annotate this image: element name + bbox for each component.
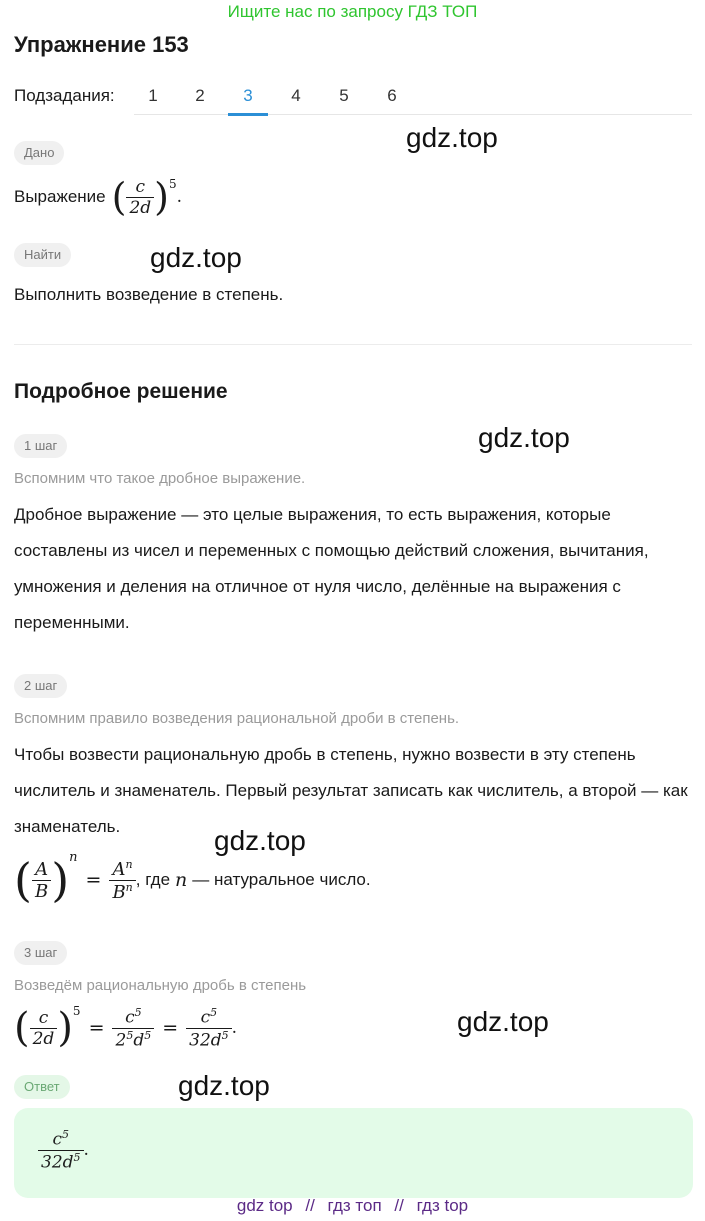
given-formula: ( $\frac{c}{2d}$ ) $^5$ . [111,175,183,219]
given-expression [14,172,182,222]
watermark: gdz.top [214,825,306,856]
given-text: Выражение [14,187,106,206]
step-1-badge: 1 шаг [14,434,67,458]
step-3-hint: Возведём рациональную дробь в степень [14,977,307,994]
watermark: gdz.top [457,1006,549,1037]
promo-banner[interactable]: Ищите нас по запросу ГДЗ ТОП [227,2,478,21]
watermark: gdz.top [406,122,498,153]
tab-1[interactable]: 1 [148,86,158,105]
watermark: gdz.top [178,1070,270,1101]
tab-6[interactable]: 6 [387,86,397,105]
step-3-formula: ( $\frac{c}{2d}$ ) $^5$ = $\frac{c^5}{2^5d^5}$ = $\frac{c^5}{32d^5}$ . [14,1004,238,1051]
step-3-badge: 3 шаг [14,941,67,965]
active-tab-indicator [228,113,268,116]
answer-box [14,1108,693,1198]
watermark: gdz.top [478,422,570,453]
tabs-baseline [134,114,692,115]
answer-formula: $\frac{c^5}{32d^5}$ . [38,1128,89,1172]
step-2-formula: ( $\frac{A}{B}$ ) $^n$ = $\frac{A^n}{B^n}$ , где n — натуральное число. [14,850,371,907]
given-power: 5 [169,177,177,191]
footer-link-gdz-top[interactable]: gdz top [236,1196,293,1215]
footer-separator: // [394,1196,404,1215]
find-text: Выполнить возведение в степень. [14,285,284,304]
step-2-hint: Вспомним правило возведения рациональной дроби в степень. [14,710,460,727]
page-title: Упражнение 153 [14,32,189,57]
footer-links [0,1196,705,1216]
given-numerator: c [135,176,146,197]
step-2-badge: 2 шаг [14,674,67,698]
tab-5[interactable]: 5 [339,86,349,105]
step-1-hint: Вспомним что такое дробное выражение. [14,470,306,487]
tab-2[interactable]: 2 [195,86,205,105]
solution-title: Подробное решение [14,380,228,403]
given-badge: Дано [14,141,64,165]
step-1-body: Дробное выражение — это целые выражения, то есть выражения, которые составлены из чисел и переменных с помощью действий сложения, вычитания, умножения и деления на отличное от нуля число, делённые на выражения с переменными. [14,505,649,632]
answer-badge: Ответ [14,1075,70,1099]
tab-4[interactable]: 4 [291,86,301,105]
given-denominator: 2d [129,197,152,218]
footer-link-gdz-top-mixed[interactable]: гдз top [416,1196,469,1215]
find-badge: Найти [14,243,71,267]
footer-separator: // [305,1196,315,1215]
subtasks-label: Подзадания: [14,86,115,105]
footer-link-gdz-top-ru[interactable]: гдз топ [327,1196,382,1215]
step-2-body: Чтобы возвести рациональную дробь в степень, нужно возвести в эту степень числитель и знаменатель. Первый результат записать как числитель, а второй — как знаменатель. [14,745,688,836]
section-divider [14,344,692,345]
watermark: gdz.top [150,242,242,273]
tab-3[interactable]: 3 [243,86,253,105]
